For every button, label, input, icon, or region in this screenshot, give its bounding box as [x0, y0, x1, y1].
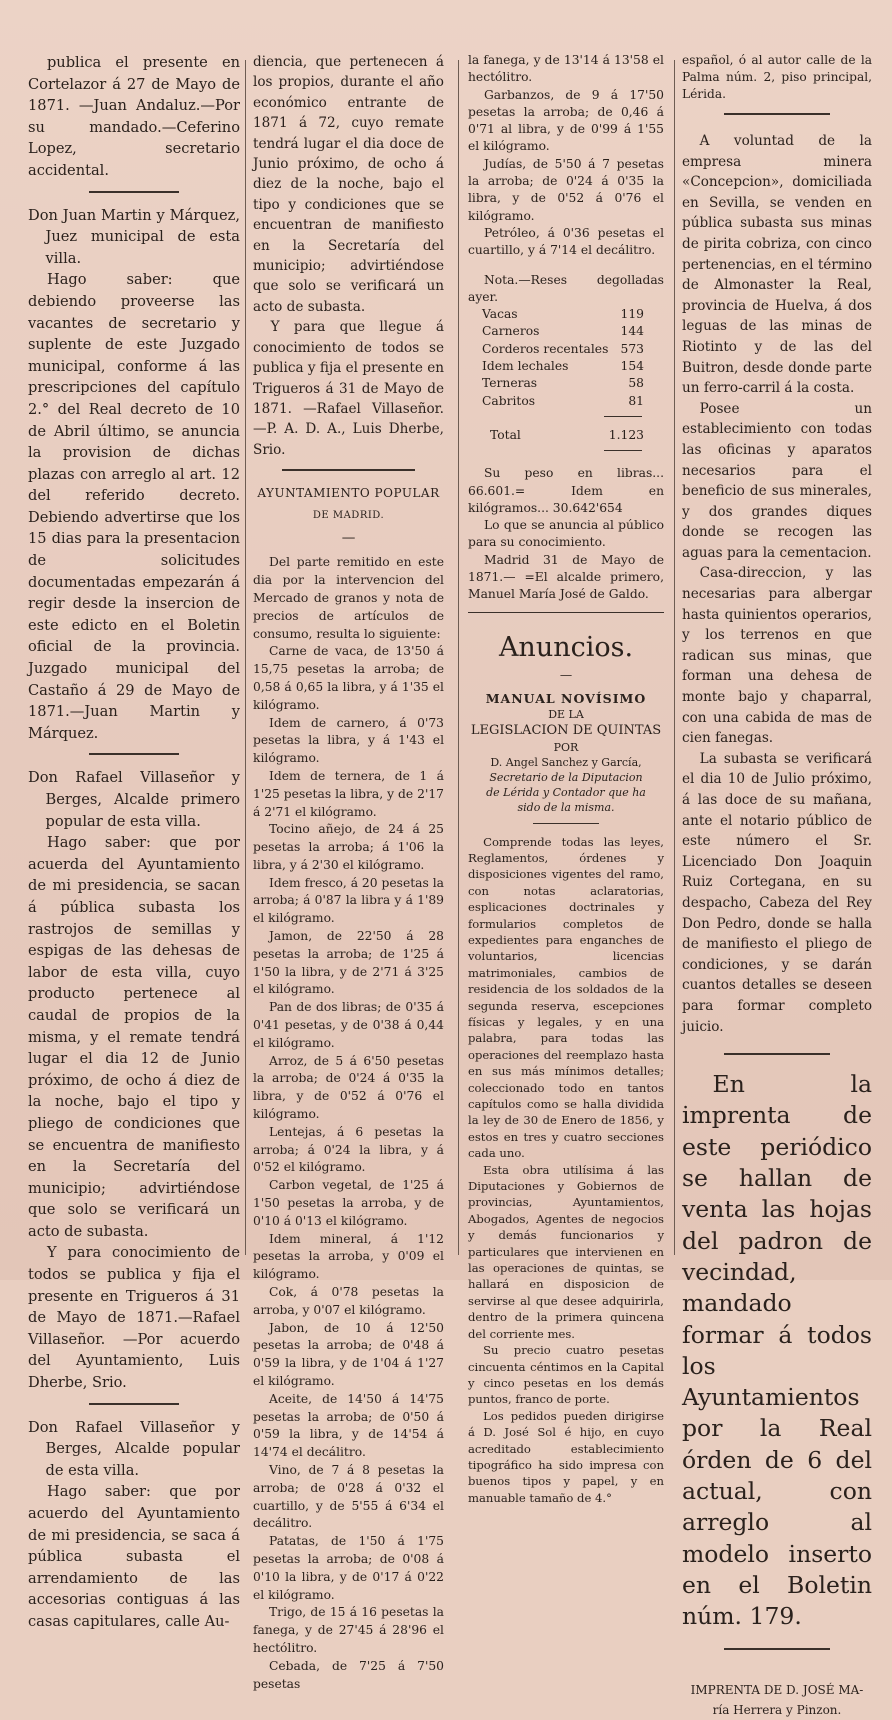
- sum-line: [604, 416, 642, 417]
- mine-facilities: Posee un establecimiento con todas las oficinas y aparatos necesarios para el beneficio de sus minerales, y dos grandes diques donde se recogen las aguas para la cementacion.: [682, 400, 872, 561]
- price-entry: Arroz, de 5 á 6'50 pesetas la arroba; de 0'24 á 0'35 la libra, y de 0'52 á 0'76 el kilógramo.: [253, 1053, 444, 1122]
- notice-juzgado-castano: Hago saber: que debiendo proveerse las vacantes de secretario y suplente de este Juzgado municipal, conforme á las prescripciones del capítulo 2.° del Real decreto de 10 de Abril último, se anuncia la provision de dichas plazas con arreglo al art. 12 del referido decreto. Debiendo advertirse que los 15 dias para la presentacion de solicitudes documentadas empezarán á regir desde la insercion de este edicto en el Boletin oficial de la provincia. Juzgado municipal del Castaño á 29 de Mayo de 1871.—Juan Martin y Márquez.: [28, 271, 240, 742]
- price-entry: Carne de vaca, de 13'50 á 15,75 pesetas la arroba; de 0,58 á 0,65 la libra, y á 1'35 el kilógramo.: [253, 644, 444, 712]
- section-title-anuncios: Anuncios.: [498, 631, 634, 663]
- price-entry: Petróleo, á 0'36 pesetas el cuartillo, y á 7'14 el decálitro.: [468, 225, 664, 258]
- notice-header-alcalde-2: Don Rafael Villaseñor y Berges, Alcalde popular de esta villa.: [28, 1418, 240, 1479]
- book-author: D. Angel Sanchez y García,: [490, 755, 642, 769]
- public-notice-line: Lo que se anuncia al público para su conocimiento.: [468, 518, 664, 550]
- padron-notice: En la imprenta de este periódico se hallan de venta las hojas del padron de vecindad, mandado formar á todos los Ayuntamientos por la Real órden de 6 del actual, con arreglo al modelo inserto en el Boletin núm. 179.: [682, 1070, 872, 1631]
- column-divider: [245, 60, 246, 1255]
- book-title: MANUAL NOVÍSIMO: [485, 690, 647, 706]
- price-entry: Idem fresco, á 20 pesetas la arroba; á 0'87 la libra y á 1'89 el kilógramo.: [253, 875, 444, 926]
- book-title-connector: DE LA: [548, 708, 584, 722]
- mine-auction-date: La subasta se verificará el dia 10 de Julio próximo, á las doce de su mañana, ante el notario público de este número el Sr. Licenciado Don Joaquin Ruiz Cortegana, en su despacho, Cabeza del Rey Don Pedro, donde se halla de manifiesto el pliego de condiciones, y se darán cuantos detalles se deseen para formar completo juicio.: [682, 750, 872, 1035]
- book-desc-paragraph: Su precio cuatro pesetas cincuenta céntimos en la Capital y cinco pesetas en los demás puntos, franco de porte.: [468, 1343, 664, 1407]
- column-divider: [674, 60, 675, 1255]
- market-price-list: [253, 554, 444, 1693]
- notice-header-juez: Don Juan Martin y Márquez, Juez municipal de esta villa.: [28, 206, 240, 267]
- column-divider: [458, 60, 459, 1255]
- printer-imprint: [682, 1680, 872, 1720]
- slaughter-note-title: Nota.—Reses degolladas ayer.: [468, 272, 664, 304]
- price-entry: Patatas, de 1'50 á 1'75 pesetas la arroba; de 0'08 á 0'10 la libra, y de 0'17 á 0'22 el kilógramo.: [253, 1534, 444, 1602]
- separator-rule: [468, 612, 664, 613]
- price-entry: Idem de ternera, de 1 á 1'25 pesetas la libra, y de 2'17 á 2'71 el kilógramo.: [253, 768, 444, 819]
- price-entry: Jabon, de 10 á 12'50 pesetas la arroba; de 0'48 á 0'59 la libra, y de 1'04 á 1'27 el kilógramo.: [253, 1320, 444, 1388]
- price-entry: Cok, á 0'78 pesetas la arroba, y 0'07 el kilógramo.: [253, 1285, 444, 1317]
- book-author-title: Secretario de la Diputacion de Lérida y Contador que ha sido de la misma.: [486, 770, 646, 814]
- book-address: español, ó al autor calle de la Palma núm. 2, piso principal, Lérida.: [682, 53, 872, 101]
- notice-audiencia: diencia, que pertenecen á los propios, durante el año económico entrante de 1871 á 72, cuyo remate tendrá lugar el dia doce de Junio próximo, de ocho á diez de la noche, bajo el tipo y condiciones que se encuentran de manifiesto en la Secretaría del municipio; advirtiéndose que solo se verificará un acto de subasta.: [253, 54, 444, 315]
- slaughter-row: Vacas 119: [482, 307, 644, 322]
- column-4: [682, 52, 873, 1718]
- mine-auction-notice: A voluntad de la empresa minera «Concepcion», domiciliada en Sevilla, se venden en pública subasta sus minas de pirita cobriza, con cinco pertenencias, en el término de Almonaster la Real, provincia de Huelva, á dos leguas de las minas de Riotinto y de las del Buitron, desde donde parte un ferro-carril á la costa.: [682, 133, 873, 397]
- short-dash: —: [341, 529, 356, 546]
- price-entry: Aceite, de 14'50 á 14'75 pesetas la arroba; de 0'50 á 0'59 la libra, y de 14'54 á 14'74 el decálitro.: [253, 1391, 444, 1460]
- notice-header-alcalde: Don Rafael Villaseñor y Berges, Alcalde primero popular de esta villa.: [28, 769, 240, 830]
- separator-rule: [89, 753, 178, 755]
- price-entry: Jamon, de 22'50 á 28 pesetas la arroba; de 1'25 á 1'50 la libra, y de 2'71 á 3'25 el kilógramo.: [253, 929, 444, 997]
- notice-cortelazor: publica el presente en Cortelazor á 27 de Mayo de 1871. —Juan Andaluz.—Por su mandado.—Ceferino Lopez, secretario accidental.: [28, 54, 240, 179]
- section-heading-ayuntamiento: AYUNTAMIENTO POPULAR DE MADRID.: [253, 483, 444, 526]
- price-entry: Trigo, de 15 á 16 pesetas la fanega, y de 27'45 á 28'96 el hectólitro.: [253, 1605, 444, 1655]
- price-entry: Pan de dos libras; de 0'35 á 0'41 pesetas, y de 0'38 á 0,44 el kilógramo.: [253, 1000, 444, 1050]
- section-subheading: DE MADRID.: [312, 509, 385, 521]
- book-description: [468, 834, 664, 1507]
- mine-buildings: Casa-direccion, y las necesarias para albergar hasta quinientos operarios, y los terrenos en que radican sus minas, que forman una dehesa de monte bajo y chaparral, con una cabida de mas de cien fanegas.: [682, 565, 872, 747]
- printer-name-line-1: IMPRENTA DE D. JOSÉ MA-: [690, 1683, 864, 1698]
- sum-line: [604, 450, 642, 451]
- separator-rule: [533, 823, 600, 824]
- book-desc-paragraph: Comprende todas las leyes, Reglamentos, órdenes y disposiciones vigentes del ramo, con notas aclaratorias, esplicaciones doctrinales y formularios completos de expedientes para enganches de voluntarios, licencias matrimoniales, cambios de residencia de los soldados de la segunda reserva, escepciones físicas y legales, y en una palabra, para todas las operaciones del reemplazo hasta en sus más mínimos detalles; coleccionado todo en tantos capítulos como se halla dividida la ley de 30 de Enero de 1856, y estos en tres y cuatro secciones cada uno.: [468, 834, 664, 1161]
- price-entry: Vino, de 7 á 8 pesetas la arroba; de 0'28 á 0'32 el cuartillo, y de 5'55 á 6'34 el decálitro.: [253, 1462, 444, 1531]
- notice-rastrojos: Hago saber: que por acuerda del Ayuntamiento de mi presidencia, se sacan á pública subasta los rastrojos de semillas y espigas de las dehesas de labor de esta villa, cuyo producto pertenece al caudal de propios de la misma, y el remate tendrá lugar el dia 12 de Junio próximo, de ocho á diez de la noche, bajo el tipo y pliego de condiciones que se encuentra de manifiesto en la Secretaría del municipio; advirtiéndose que solo se verificará un acto de subasta.: [28, 834, 240, 1240]
- price-entry: Cebada, de 7'25 á 7'50 pesetas: [253, 1658, 444, 1691]
- price-entry: Judías, de 5'50 á 7 pesetas la arroba; de 0'24 á 0'35 la libra, y de 0'52 á 0'76 el kilógramo.: [468, 156, 664, 223]
- short-dash: —: [559, 667, 573, 682]
- weight-summary: Su peso en libras... 66.601.= Idem en kilógramos... 30.642'654: [468, 466, 664, 515]
- separator-rule: [724, 1648, 830, 1650]
- separator-rule: [282, 469, 416, 471]
- separator-rule: [724, 113, 830, 115]
- price-entry: la fanega, y de 13'14 á 13'58 el hectólitro.: [468, 53, 664, 85]
- separator-rule: [724, 1053, 830, 1055]
- column-3: [468, 52, 664, 1505]
- price-entry: Carbon vegetal, de 1'25 á 1'50 pesetas la arroba, y de 0'10 á 0'13 el kilógramo.: [253, 1178, 444, 1228]
- printer-name-line-2: ría Herrera y Pinzon.: [712, 1703, 842, 1718]
- column-2: [253, 52, 444, 1691]
- book-por: POR: [553, 740, 579, 754]
- slaughter-row: Terneras 58: [482, 376, 644, 391]
- price-entry: Idem mineral, á 1'12 pesetas la arroba, y 0'09 el kilógramo.: [253, 1231, 444, 1282]
- price-entry: Tocino añejo, de 24 á 25 pesetas la arroba; á 1'06 la libra, y á 2'30 el kilógramo.: [253, 822, 444, 872]
- separator-rule: [89, 1403, 178, 1405]
- slaughter-row: Idem lechales 154: [482, 359, 644, 374]
- slaughter-row: Corderos recentales 573: [482, 341, 644, 356]
- separator-rule: [89, 191, 178, 193]
- notice-trigueros-signature: Y para conocimiento de todos se publica y fija el presente en Trigueros á 31 de Mayo de 1871.—Rafael Villaseñor. —Por acuerdo del Ayuntamiento, Luis Dherbe, Srio.: [28, 1244, 240, 1392]
- notice-accesorias: Hago saber: que por acuerdo del Ayuntamiento de mi presidencia, se saca á pública subasta el arrendamiento de las accesorias contiguas á las casas capitulares, calle Au-: [28, 1483, 240, 1630]
- price-entry: Garbanzos, de 9 á 17'50 pesetas la arroba; de 0,46 á 0'71 al libra, y de 0'99 á 1'55 el kilógramo.: [468, 87, 664, 154]
- column-1: [28, 52, 240, 1630]
- book-desc-paragraph: Esta obra utilísima á las Diputaciones y Gobiernos de provincias, Ayuntamientos, Abogados, Agentes de negocios y demás funcionarios y particulares que intervienen en las operaciones de quintas, se hallará en disposicion de servirse al que desee adquirirla, dentro de la primera quincena del corriente mes.: [468, 1162, 664, 1341]
- price-entry: Lentejas, á 6 pesetas la arroba; á 0'24 la libra, y á 0'52 el kilógramo.: [253, 1124, 444, 1175]
- price-entry: Del parte remitido en este dia por la intervencion del Mercado de granos y nota de precios de artículos de consumo, resulta lo siguiente:: [253, 555, 444, 641]
- book-subject: LEGISLACION DE QUINTAS: [470, 723, 662, 739]
- madrid-signature: Madrid 31 de Mayo de 1871.— =El alcalde primero, Manuel María José de Galdo.: [468, 552, 664, 602]
- slaughter-total: Total 1.123: [490, 427, 644, 442]
- price-entry: Idem de carnero, á 0'73 pesetas la libra, y á 1'43 el kilógramo.: [253, 715, 444, 766]
- book-desc-paragraph: Los pedidos pueden dirigirse á D. José Sol é hijo, en cuyo acreditado establecimiento tipográfico ha sido impresa con buenos tipos y papel, y en manuable tamaño de 4.°: [468, 1408, 664, 1505]
- notice-trigueros-2: Y para que llegue á conocimiento de todos se publica y fija el presente en Trigueros á 31 de Mayo de 1871. —Rafael Villaseñor. —P. A. D. A., Luis Dherbe, Srio.: [253, 319, 444, 458]
- slaughter-row: Carneros 144: [482, 324, 644, 339]
- slaughter-row: Cabritos 81: [482, 393, 644, 408]
- slaughter-table: [468, 306, 664, 410]
